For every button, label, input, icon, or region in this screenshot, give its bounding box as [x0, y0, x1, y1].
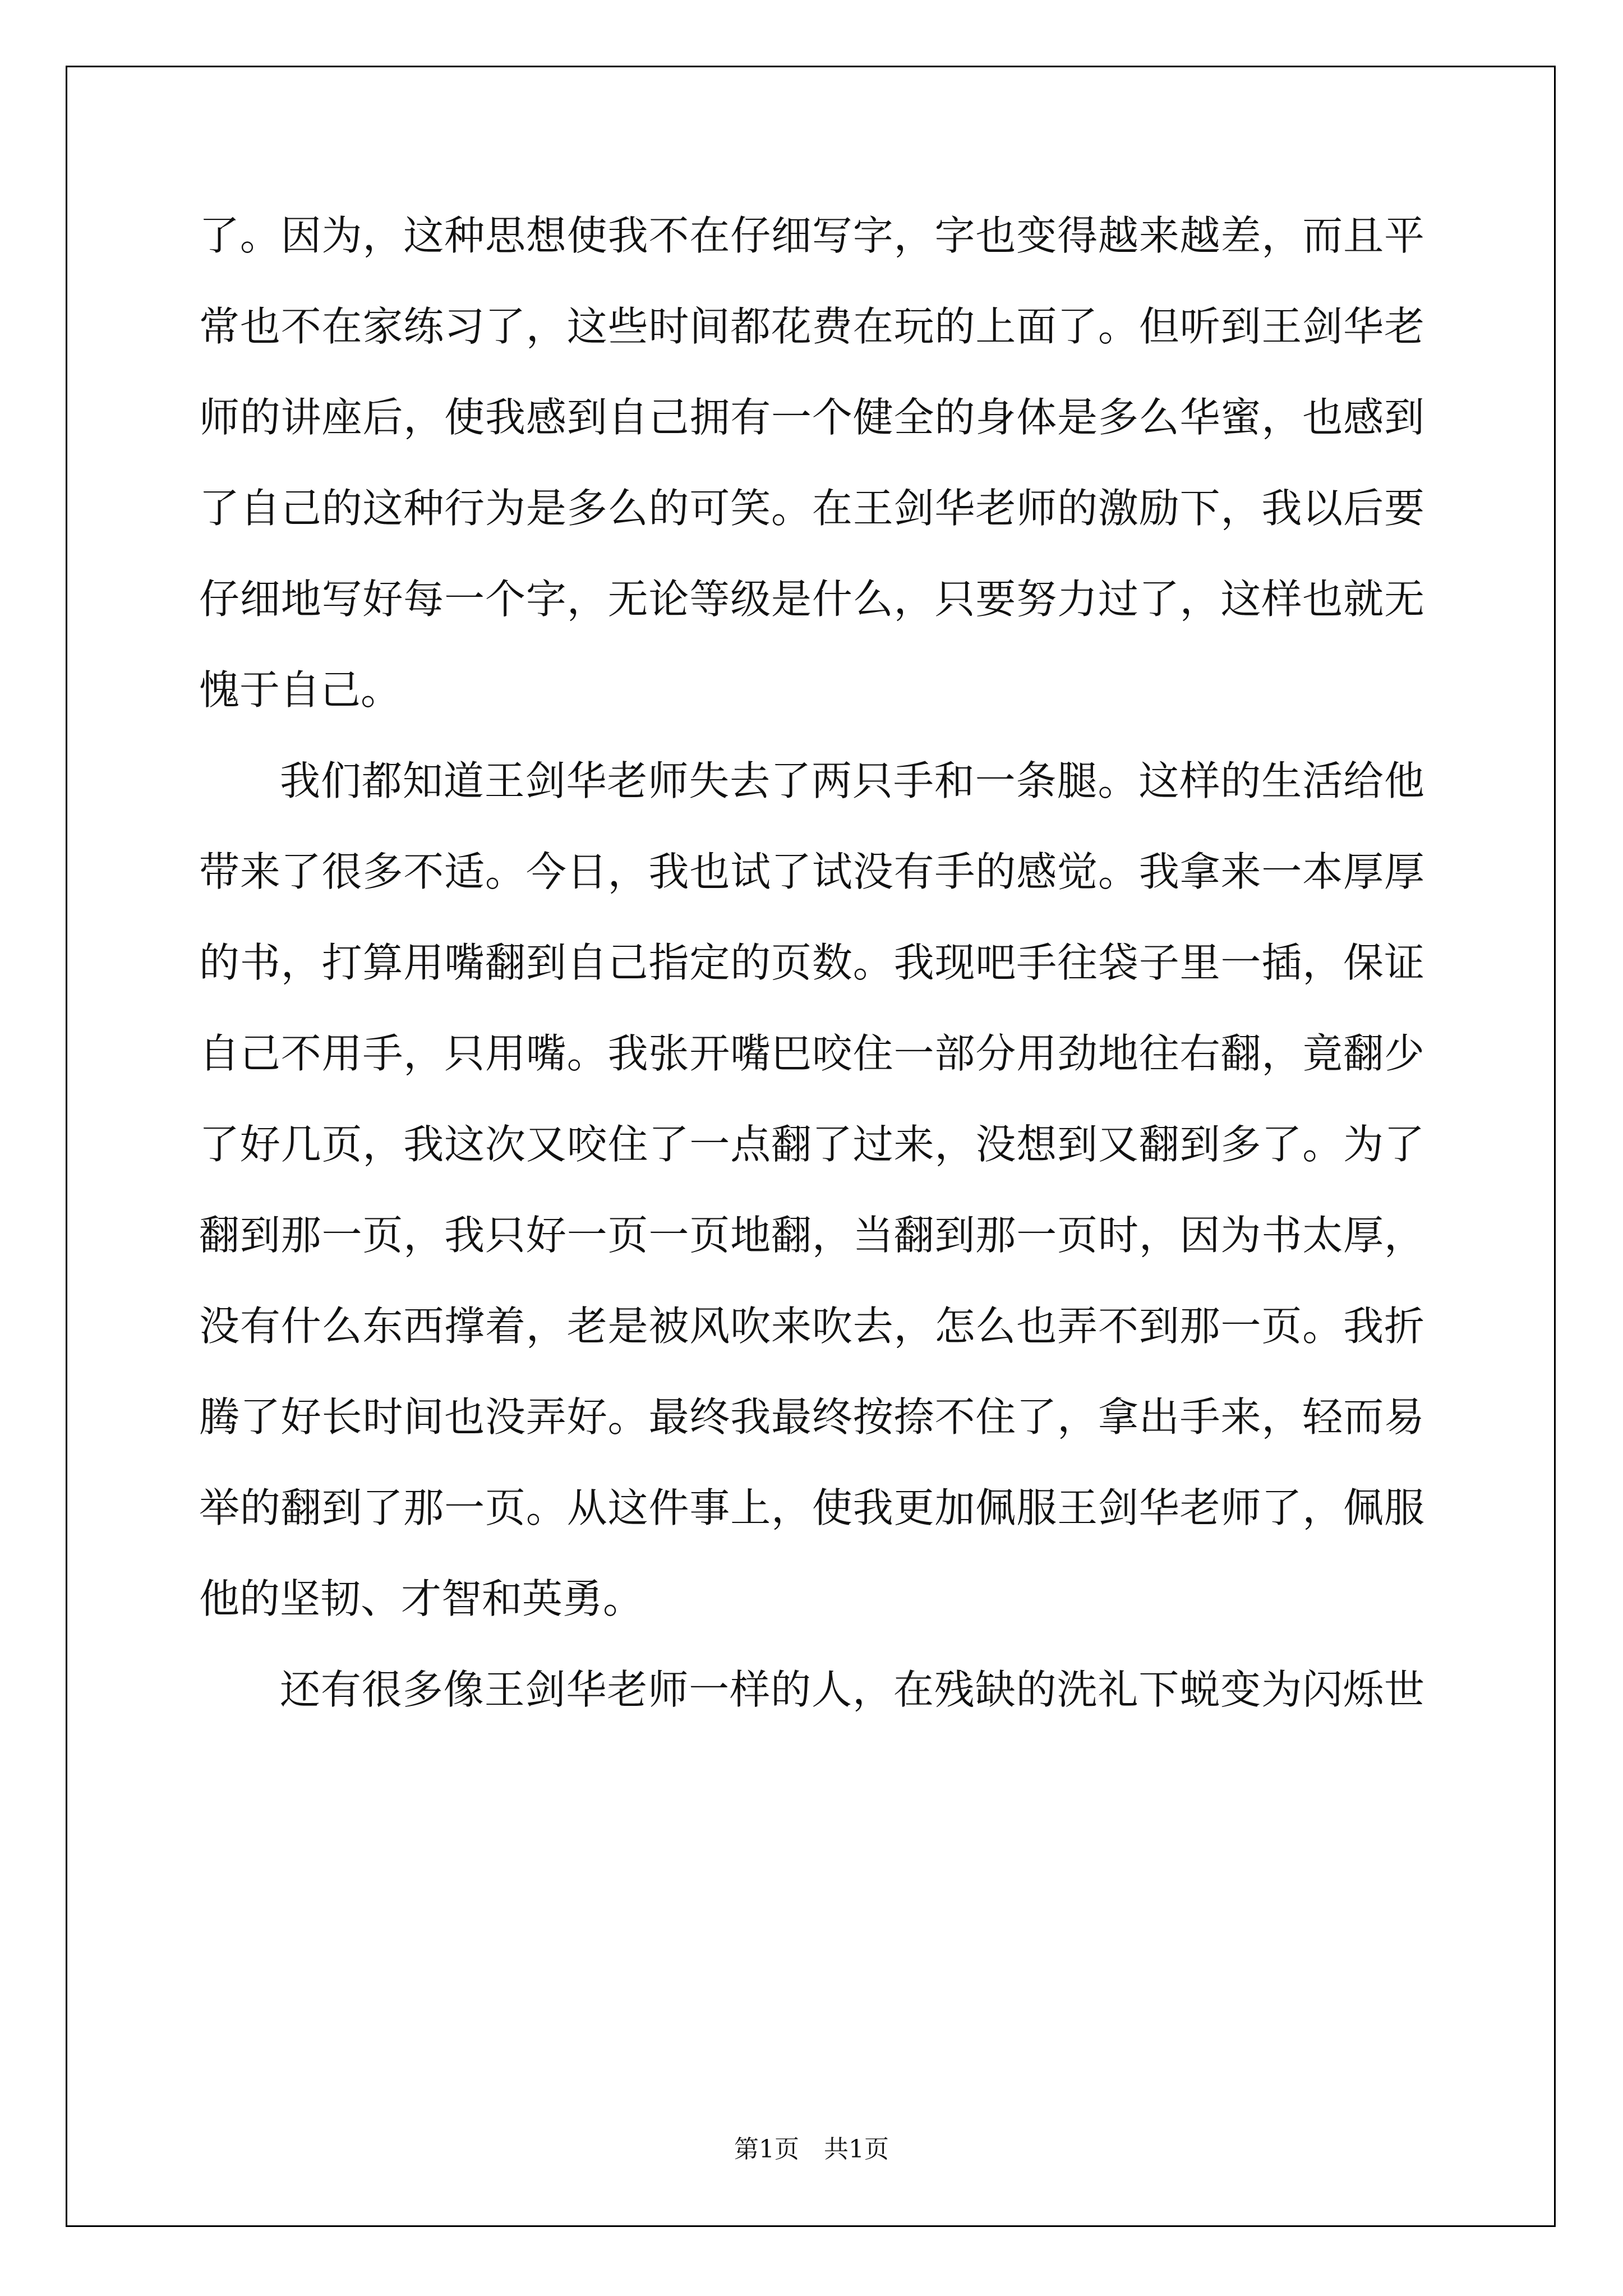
- text-line: 仔细地写好每一个字，无论等级是什么，只要努力过了，这样也就无: [199, 576, 1424, 623]
- text-line: 了。因为，这种思想使我不在仔细写字，字也变得越来越差，而且平: [199, 212, 1424, 259]
- text-line: 腾了好长时间也没弄好。最终我最终按捺不住了，拿出手来，轻而易: [199, 1393, 1424, 1441]
- text-line: 愧于自己。: [199, 666, 402, 714]
- text-line: 举的翻到了那一页。从这件事上，使我更加佩服王剑华老师了，佩服: [199, 1484, 1424, 1531]
- text-line: 常也不在家练习了，这些时间都花费在玩的上面了。但听到王剑华老: [199, 303, 1424, 350]
- text-line: 带来了很多不适。今日，我也试了试没有手的感觉。我拿来一本厚厚: [199, 848, 1424, 895]
- paragraph-first-line: 还有很多像王剑华老师一样的人，在残缺的洗礼下蜕变为闪烁世: [280, 1666, 1424, 1713]
- text-line: 的书，打算用嘴翻到自己指定的页数。我现吧手往袋子里一插，保证: [199, 939, 1424, 986]
- text-line: 没有什么东西撑着，老是被风吹来吹去，怎么也弄不到那一页。我折: [199, 1303, 1424, 1350]
- text-line: 翻到那一页，我只好一页一页地翻，当翻到那一页时，因为书太厚，: [199, 1212, 1424, 1259]
- text-line: 了好几页，我这次又咬住了一点翻了过来，没想到又翻到多了。为了: [199, 1121, 1424, 1168]
- page-footer: 第1页 共1页: [734, 2135, 889, 2164]
- text-line: 师的讲座后，使我感到自己拥有一个健全的身体是多么华蜜，也感到: [199, 394, 1424, 441]
- text-line: 自己不用手，只用嘴。我张开嘴巴咬住一部分用劲地往右翻，竟翻少: [199, 1030, 1424, 1077]
- text-line: 他的坚韧、才智和英勇。: [199, 1575, 644, 1622]
- document-body: [199, 210, 1424, 1755]
- text-line: 了自己的这种行为是多么的可笑。在王剑华老师的激励下，我以后要: [199, 485, 1424, 532]
- paragraph-first-line: 我们都知道王剑华老师失去了两只手和一条腿。这样的生活给他: [280, 757, 1424, 804]
